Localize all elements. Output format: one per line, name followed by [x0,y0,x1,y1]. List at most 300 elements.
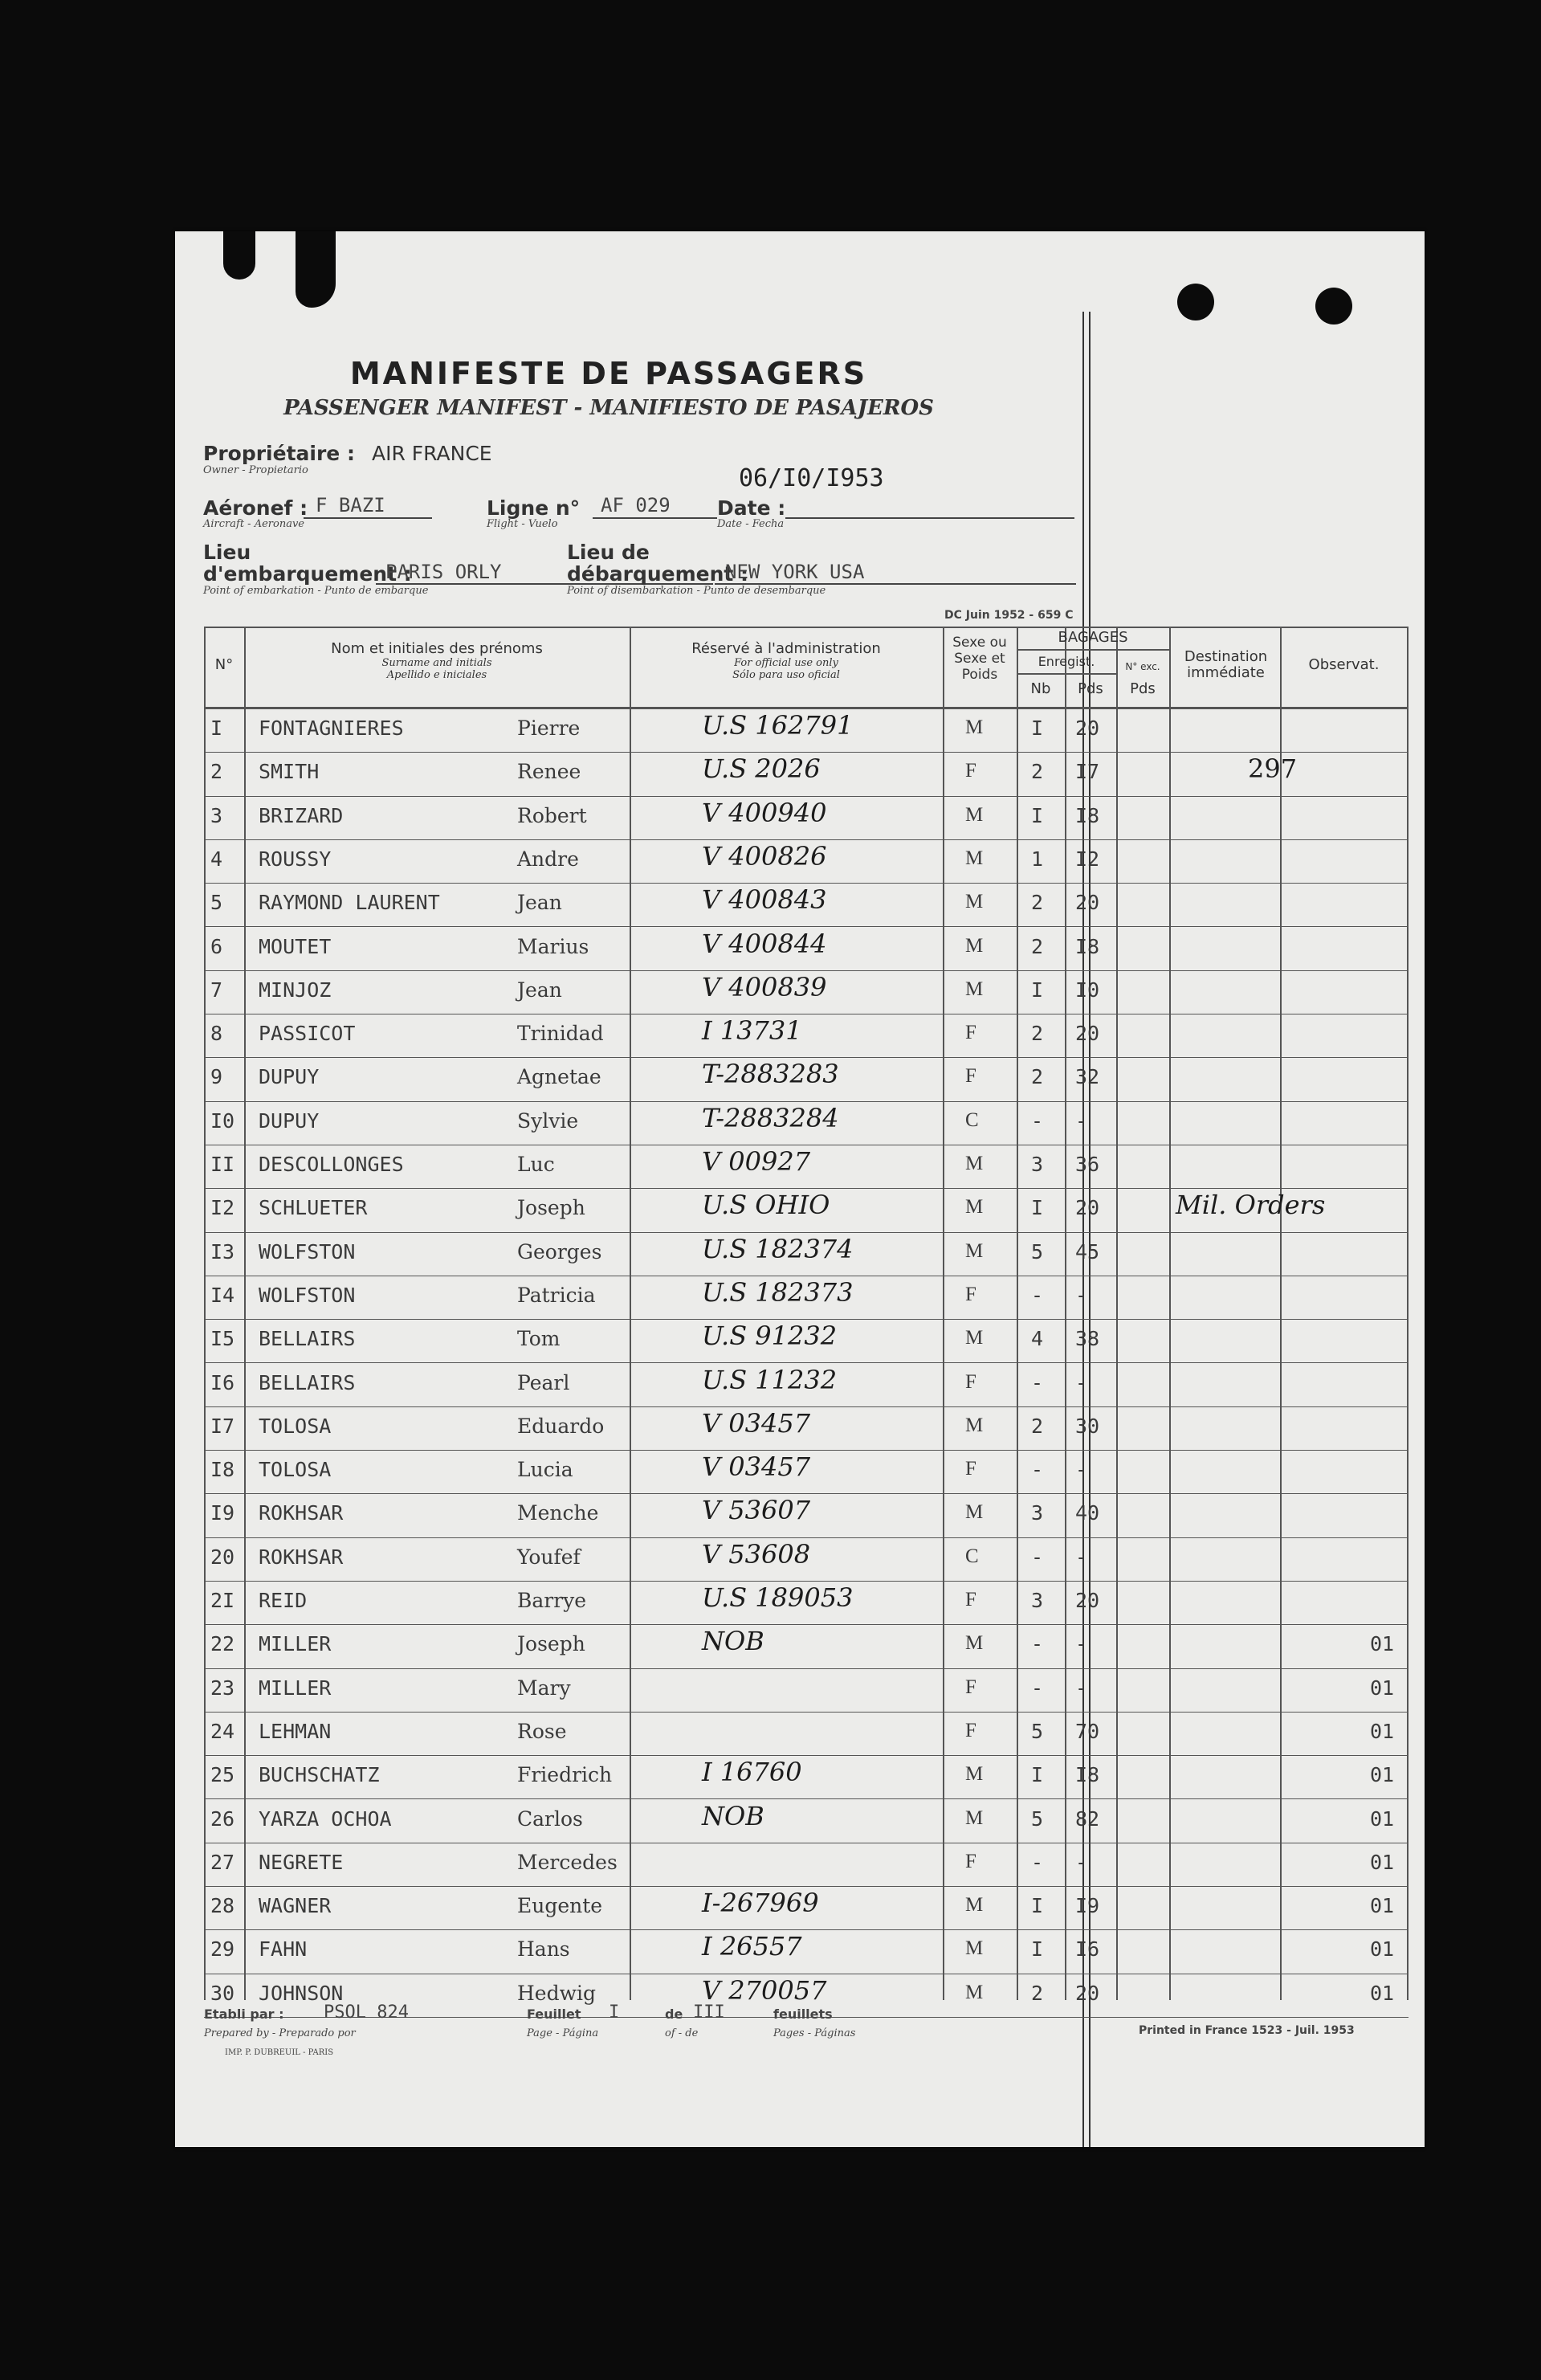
baggage-count: - [1031,1283,1044,1307]
col-excess: N° exc. [1125,661,1160,672]
prepared-sub-text: Prepared by - Preparado por [204,2027,356,2039]
sex-code: M [965,1632,984,1655]
passenger-surname: BELLAIRS [259,1327,356,1351]
baggage-count: 2 [1031,1065,1044,1089]
col-excess-pds: Pds [1130,680,1156,697]
passenger-given-name: Renee [517,760,581,784]
passenger-given-name: Joseph [517,1196,585,1220]
owner-label: Propriétaire : [203,442,355,465]
aircraft-sub: Aircraft - Aeronave [203,518,304,530]
baggage-count: 2 [1031,1414,1044,1438]
baggage-weight: 82 [1075,1806,1100,1831]
table-row [204,1101,1409,1145]
passenger-given-name: Jean [517,978,562,1002]
row-number: 26 [210,1806,235,1831]
col-admin [634,641,939,681]
baggage-weight: - [1075,1370,1088,1394]
passenger-given-name: Lucia [517,1458,573,1482]
baggage-weight: - [1075,1850,1088,1874]
disembark-label-2: débarquement : [567,562,749,586]
sex-code: M [965,1153,984,1174]
sex-code: M [965,978,984,1000]
table-row [204,1363,1409,1406]
passenger-given-name: Rose [517,1719,567,1743]
row-number: 4 [210,847,223,871]
admin-entry: U.S 2026 [702,753,821,785]
baggage-weight: - [1075,1283,1088,1307]
sex-code: F [965,1370,976,1393]
baggage-count: I [1031,1763,1044,1787]
baggage-weight: 20 [1075,891,1100,915]
baggage-weight: I8 [1075,803,1100,827]
table-row [204,708,1409,752]
destination-note: 297 [1248,753,1298,785]
sex-code: M [965,847,984,869]
passenger-surname: YARZA OCHOA [259,1806,392,1831]
row-number: I0 [210,1108,235,1133]
row-number: I9 [210,1501,235,1525]
owner-sub: Owner - Propietario [203,464,308,476]
aircraft-label: Aéronef : [203,496,308,520]
admin-entry: V 53607 [702,1495,811,1526]
admin-entry: U.S 91232 [702,1321,838,1352]
passenger-surname: ROKHSAR [259,1501,344,1525]
baggage-count: - [1031,1632,1044,1656]
table-row [204,1188,1409,1231]
baggage-weight: I8 [1075,1763,1100,1787]
prepared-sub [204,2024,356,2039]
sex-code: M [965,891,984,913]
baggage-count: I [1031,716,1044,740]
flight-underline [593,517,717,519]
table-row [204,1493,1409,1537]
of-sub-text: of - de [665,2027,699,2039]
row-number: II [210,1153,235,1176]
row-number: 24 [210,1719,235,1743]
passenger-surname: BELLAIRS [259,1370,356,1394]
table-row [204,1624,1409,1668]
admin-entry: V 00927 [702,1146,811,1177]
passenger-given-name: Mary [517,1676,571,1700]
sex-code: M [965,1414,984,1436]
embark-label-2: d'embarquement : [203,562,412,586]
passenger-surname: ROUSSY [259,847,332,871]
admin-entry: V 400826 [702,840,827,872]
passenger-given-name: Hedwig [517,1981,596,2005]
passenger-given-name: Georges [517,1239,602,1263]
baggage-count: 3 [1031,1153,1044,1176]
admin-entry: V 400839 [702,971,827,1002]
baggage-count: 2 [1031,934,1044,958]
disembark-sub: Point of disembarkation - Punto de desembarque [567,585,826,597]
row-number: 8 [210,1022,223,1046]
baggage-weight: 20 [1075,1981,1100,2005]
passenger-surname: FONTAGNIERES [259,716,404,740]
row-number: I2 [210,1196,235,1220]
flight-value: AF 029 [601,494,671,516]
table-row [204,1276,1409,1319]
baggage-count: 5 [1031,1239,1044,1263]
row-number: I8 [210,1458,235,1482]
table-row [204,1319,1409,1362]
embark-label-1: Lieu [203,541,251,564]
passenger-surname: NEGRETE [259,1850,344,1874]
admin-entry: V 400940 [702,797,827,828]
table-row [204,1799,1409,1843]
baggage-count: I [1031,1937,1044,1962]
baggage-count: I [1031,803,1044,827]
passenger-surname: REID [259,1589,308,1612]
sex-code: F [965,1850,976,1872]
table-row [204,1406,1409,1450]
of-value: III [693,2002,725,2023]
passenger-given-name: Tom [517,1327,561,1351]
baggage-weight: 45 [1075,1239,1100,1263]
admin-entry: V 270057 [702,1974,827,2006]
passenger-given-name: Joseph [517,1632,585,1656]
admin-entry: V 03457 [702,1407,811,1439]
baggage-weight: 36 [1075,1153,1100,1176]
passenger-given-name: Friedrich [517,1763,613,1787]
baggage-weight: I6 [1075,1937,1100,1962]
baggage-weight: - [1075,1676,1088,1700]
baggage-weight: - [1075,1108,1088,1133]
row-number: 30 [210,1981,235,2005]
row-number: 25 [210,1763,235,1787]
baggage-count: 2 [1031,760,1044,784]
table-row [204,752,1409,795]
admin-entry: I 16760 [702,1757,802,1788]
row-number: I6 [210,1370,235,1394]
passenger-given-name: Hans [517,1937,570,1962]
disembark-label-1: Lieu de [567,541,650,564]
baggage-weight: 20 [1075,716,1100,740]
passenger-given-name: Youfef [517,1545,581,1569]
admin-entry: NOB [702,1626,764,1657]
row-number: 23 [210,1676,235,1700]
sex-code: M [965,1894,984,1917]
table-row [204,1537,1409,1581]
sex-code: C [965,1545,979,1567]
sheet-sub-text: Page - Página [527,2027,599,2039]
baggage-count: 5 [1031,1719,1044,1743]
table-row [204,796,1409,839]
printer-note: IMP. P. DUBREUIL - PARIS [225,2048,334,2057]
passenger-surname: JOHNSON [259,1981,344,2005]
passenger-surname: TOLOSA [259,1414,332,1438]
manifest-subtitle: PASSENGER MANIFEST - MANIFIESTO DE PASAJEROS [283,396,934,420]
baggage-weight: I2 [1075,847,1100,871]
embark-sub: Point of embarkation - Punto de embarque [203,585,429,597]
header-sub-line [1017,673,1116,675]
passenger-surname: MILLER [259,1632,332,1656]
baggage-count: 5 [1031,1806,1044,1831]
date-sub: Date - Fecha [717,518,785,530]
baggage-count: 4 [1031,1327,1044,1351]
passenger-given-name: Eduardo [517,1414,605,1438]
admin-entry: U.S 189053 [702,1582,854,1613]
passenger-given-name: Barrye [517,1589,587,1612]
table-row [204,1232,1409,1276]
row-number: 27 [210,1850,235,1874]
baggage-weight: - [1075,1458,1088,1482]
row-number: 29 [210,1937,235,1962]
row-number: 2 [210,760,223,784]
passenger-surname: ROKHSAR [259,1545,344,1569]
sex-code: F [965,1676,976,1698]
sex-code: C [965,1108,979,1131]
passenger-surname: DUPUY [259,1065,320,1089]
manifest-sheet [175,231,1425,2147]
flight-sub: Flight - Vuelo [487,518,558,530]
row-number: 20 [210,1545,235,1569]
sheet-sub [527,2024,598,2039]
passenger-given-name: Andre [517,847,579,871]
admin-entry: V 400844 [702,928,827,959]
col-nb: Nb [1030,680,1051,697]
table-row [204,1712,1409,1755]
passenger-given-name: Jean [517,891,562,915]
baggage-weight: - [1075,1632,1088,1656]
passenger-surname: PASSICOT [259,1022,356,1046]
passenger-surname: BRIZARD [259,803,344,827]
baggage-count: - [1031,1676,1044,1700]
destination-note: Mil. Orders [1176,1190,1326,1221]
table-row [204,1581,1409,1624]
baggage-weight: 70 [1075,1719,1100,1743]
baggage-weight: I0 [1075,978,1100,1002]
baggage-count: - [1031,1458,1044,1482]
torn-corner [223,231,255,280]
owner-value: AIR FRANCE [372,442,492,465]
admin-entry: U.S 11232 [702,1364,838,1395]
embark-value: PARIS ORLY [385,561,502,583]
col-sex: Sexe ou Sexe et Poids [952,635,1007,683]
passenger-given-name: Robert [517,803,587,827]
sex-code: M [965,1981,984,2003]
passenger-surname: LEHMAN [259,1719,332,1743]
col-name-label: Nom et initiales des prénoms [331,640,543,657]
passenger-surname: MILLER [259,1676,332,1700]
baggage-count: 2 [1031,1981,1044,2005]
baggage-count: I [1031,1894,1044,1918]
admin-entry: U.S 182374 [702,1233,854,1264]
table-row [204,1450,1409,1493]
baggage-weight: 20 [1075,1196,1100,1220]
passenger-given-name: Pearl [517,1370,570,1394]
row-number: 6 [210,934,223,958]
passenger-given-name: Pierre [517,716,581,740]
passenger-surname: WOLFSTON [259,1239,356,1263]
baggage-weight: 20 [1075,1589,1100,1612]
passenger-given-name: Patricia [517,1283,596,1307]
row-number: 9 [210,1065,223,1089]
sheets-label: feuillets [773,2006,833,2022]
passenger-given-name: Trinidad [517,1022,604,1046]
passenger-given-name: Marius [517,934,589,958]
sex-code: F [965,1065,976,1088]
baggage-weight: - [1075,1545,1088,1569]
admin-entry: NOB [702,1800,764,1831]
prepared-label: Etabli par : [204,2006,284,2022]
passenger-surname: WAGNER [259,1894,332,1918]
prepared-value: PSOL 824 [324,2002,409,2023]
row-number: I4 [210,1283,235,1307]
baggage-count: - [1031,1108,1044,1133]
col-admin-sub2: Sólo para uso oficial [732,669,840,681]
date-underline [785,517,1074,519]
sex-code: M [965,1196,984,1219]
aircraft-underline [304,517,432,519]
sex-code: M [965,1763,984,1786]
torn-corner [296,231,336,308]
baggage-weight: I7 [1075,760,1100,784]
passenger-surname: TOLOSA [259,1458,332,1482]
remarks-code: 01 [1370,1763,1395,1787]
baggage-weight: 40 [1075,1501,1100,1525]
baggage-weight: 32 [1075,1065,1100,1089]
admin-entry: U.S 182373 [702,1276,854,1308]
sheet-value: I [609,2002,620,2023]
passenger-surname: BUCHSCHATZ [259,1763,380,1787]
sex-code: M [965,1501,984,1524]
table-row [204,1843,1409,1886]
punch-hole [1315,288,1352,325]
col-no: N° [214,656,234,673]
table-row [204,927,1409,970]
passenger-given-name: Mercedes [517,1850,618,1874]
baggage-count: 2 [1031,1022,1044,1046]
baggage-weight: I9 [1075,1894,1100,1918]
table-row [204,1057,1409,1100]
col-name-sub1: Surname and initials [381,657,492,669]
passenger-surname: DESCOLLONGES [259,1153,404,1176]
admin-entry: I 26557 [702,1931,802,1962]
passenger-given-name: Eugente [517,1894,603,1918]
admin-entry: V 53608 [702,1538,811,1570]
baggage-count: 2 [1031,891,1044,915]
row-number: 3 [210,803,223,827]
sex-code: M [965,1806,984,1829]
sex-code: F [965,1022,976,1044]
manifest-title: MANIFESTE DE PASSAGERS [349,356,868,391]
baggage-weight: I8 [1075,934,1100,958]
printed-note: Printed in France 1523 - Juil. 1953 [1139,2024,1355,2037]
sex-code: M [965,1327,984,1349]
baggage-count: I [1031,1196,1044,1220]
col-remarks: Observat. [1308,656,1380,673]
table-row [204,839,1409,883]
row-number: 5 [210,891,223,915]
col-pds: Pds [1078,680,1103,697]
admin-entry: V 400843 [702,884,827,916]
col-destination: Destination immédiate [1184,648,1268,681]
passenger-given-name: Carlos [517,1806,583,1831]
punch-hole [1177,284,1214,320]
baggage-count: 1 [1031,847,1044,871]
baggage-count: 3 [1031,1501,1044,1525]
remarks-code: 01 [1370,1632,1395,1656]
baggage-weight: 38 [1075,1327,1100,1351]
passenger-given-name: Agnetae [517,1065,601,1089]
date-value: 06/I0/I953 [739,464,884,492]
admin-entry: I-267969 [702,1888,819,1919]
table-row [204,1668,1409,1712]
passenger-surname: SCHLUETER [259,1196,368,1220]
sex-code: F [965,1458,976,1480]
admin-entry: T-2883283 [702,1059,839,1090]
table-row [204,1886,1409,1929]
col-admin-sub1: For official use only [734,657,838,669]
table-row [204,1014,1409,1057]
table-row [204,1145,1409,1188]
passenger-surname: FAHN [259,1937,308,1962]
remarks-code: 01 [1370,1937,1395,1962]
passenger-given-name: Menche [517,1501,599,1525]
date-label: Date : [717,496,786,520]
of-label: de [665,2006,683,2022]
row-number: I7 [210,1414,235,1438]
baggage-count: - [1031,1545,1044,1569]
row-number: 7 [210,978,223,1002]
admin-entry: U.S OHIO [702,1190,830,1221]
col-admin-label: Réservé à l'administration [691,640,881,657]
sex-code: M [965,934,984,957]
row-number: 28 [210,1894,235,1918]
remarks-code: 01 [1370,1676,1395,1700]
passenger-surname: WOLFSTON [259,1283,356,1307]
passenger-surname: DUPUY [259,1108,320,1133]
baggage-count: - [1031,1370,1044,1394]
sex-code: F [965,760,976,782]
baggage-count: I [1031,978,1044,1002]
remarks-code: 01 [1370,1981,1395,2005]
col-baggage: BAGAGES [1058,629,1128,646]
disembark-value: NEW YORK USA [725,561,865,583]
sex-code: F [965,1719,976,1741]
sheets-sub [773,2024,855,2039]
baggage-weight: 30 [1075,1414,1100,1438]
row-number: I [210,716,223,740]
table-row [204,970,1409,1014]
remarks-code: 01 [1370,1850,1395,1874]
remarks-code: 01 [1370,1719,1395,1743]
passenger-surname: SMITH [259,760,320,784]
sex-code: F [965,1283,976,1305]
sex-code: M [965,1239,984,1262]
flight-label: Ligne n° [487,496,581,520]
form-code: DC Juin 1952 - 659 C [944,609,1074,622]
row-number: 2I [210,1589,235,1612]
aircraft-value: F BAZI [316,494,385,516]
remarks-code: 01 [1370,1806,1395,1831]
of-sub [665,2024,698,2039]
admin-entry: I 13731 [702,1015,802,1047]
admin-entry: V 03457 [702,1451,811,1483]
baggage-count: - [1031,1850,1044,1874]
passenger-given-name: Sylvie [517,1108,579,1133]
passenger-given-name: Luc [517,1153,555,1176]
sex-code: F [965,1589,976,1610]
baggage-weight: 20 [1075,1022,1100,1046]
table-row [204,1929,1409,1973]
sheet-label: Feuillet [527,2006,581,2022]
row-number: I5 [210,1327,235,1351]
table-row [204,1755,1409,1798]
col-name-sub2: Apellido e iniciales [386,669,487,681]
col-name [248,641,626,681]
col-registered: Enregist. [1038,654,1095,669]
